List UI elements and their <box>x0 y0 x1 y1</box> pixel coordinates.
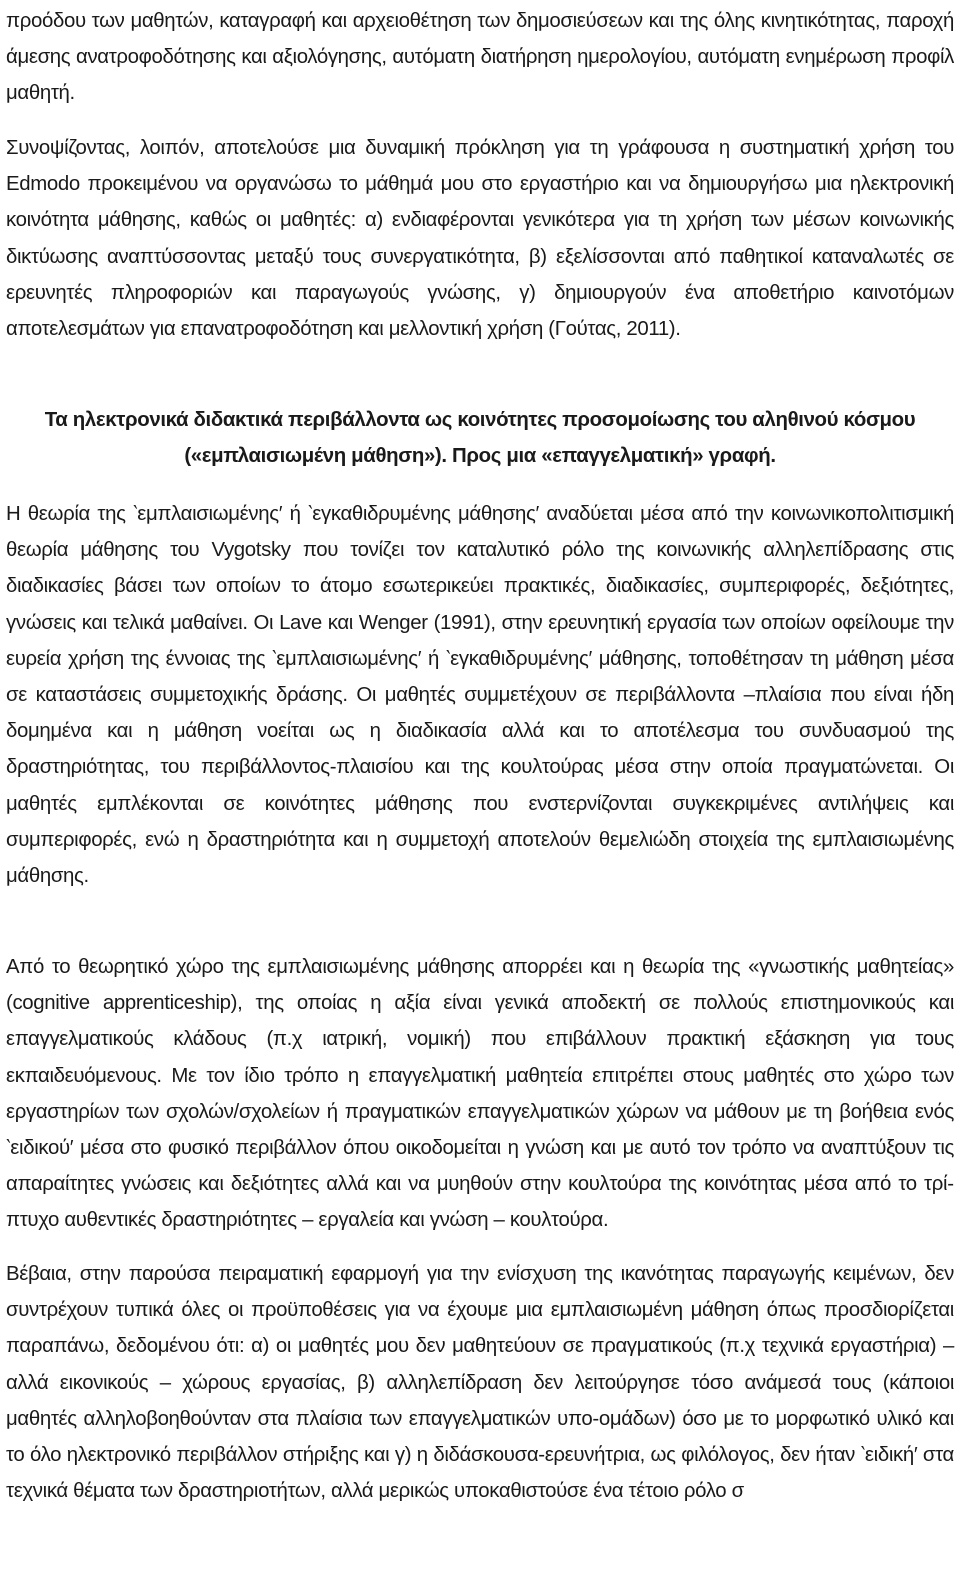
section-heading: Τα ηλεκτρονικά διδακτικά περιβάλλοντα ως κοινότητες προσομοίωσης του αληθινού κόσμου («εμπλαισιωμένη μάθηση»). Προς μια «επαγγελματική» γραφή. <box>44 409 916 467</box>
paragraph-cognitive-apprenticeship: Από το θεωρητικό χώρο της εμπλαισιωμένης μάθησης απορρέει και η θεωρία της «γνωστικής μαθητείας» (cognitive apprenticeship), της οποίας η αξία είναι γενικά αποδεκτή σε πολλούς επιστημονικούς και επαγγελματικούς κλάδους (π.χ ιατρική, νομική) που επιβάλλουν πρακτική εξάσκηση για τους εκπαιδευόμενους. Με τον ίδιο τρόπο η επαγγελματική μαθητεία επιτρέπει στους μαθητές στο χώρο των εργαστηρίων των σχολών/σχολείων ή πραγματικών επαγγελματικών χώρων να μάθουν με τη βοήθεια ενός ‵ειδικού′ μέσα στο φυσικό περιβάλλον όπου οικοδομείται η γνώση και με αυτό τον τρόπο να αναπτύξουν τις απαραίτητες γνώσεις και δεξιότητες αλλά και να μυηθούν στην κουλτούρα της κοινότητας μέσα από το τρίπτυχο αυθεντικές δραστηριότητες – εργαλεία και γνώση – κουλτούρα. <box>6 956 954 1232</box>
paragraph-summary: Συνοψίζοντας, λοιπόν, αποτελούσε μια δυναμική πρόκληση για τη γράφουσα η συστηματική χρήση του Edmodo προκειμένου να οργανώσω το μάθημά μου στο εργαστήριο και να δημιουργήσω μια ηλεκτρονική κοινότητα μάθησης, καθώς οι μαθητές: α) ενδιαφέρονται γενικότερα για τη χρήση των μέσων κοινωνικής δικτύωσης αναπτύσσοντας μεταξύ τους συνεργατικότητα, β) εξελίσσονται από παθητικοί καταναλωτές σε ερευνητές πληροφοριών και παραγωγούς γνώσης, γ) δημιουργούν ένα αποθετήριο καινοτόμων αποτελεσμάτων για επανατροφοδότηση και μελλοντική χρήση (Γούτας, 2011). <box>6 137 954 341</box>
paragraph-intro-continuation: προόδου των μαθητών, καταγραφή και αρχειοθέτηση των δημοσιεύσεων και της όλης κινητικότητας, παροχή άμεσης ανατροφοδότησης και αξιολόγησης, αυτόματη διατήρηση ημερολογίου, αυτόματη ενημέρωση προφίλ μαθητή. <box>6 10 954 105</box>
paragraph-situated-learning: Η θεωρία της ‵εμπλαισιωμένης′ ή ‵εγκαθιδρυμένης μάθησης′ αναδύεται μέσα από την κοινωνικοπολιτισμική θεωρία μάθησης του Vygotsky που τονίζει τον καταλυτικό ρόλο της κοινωνικής αλληλεπίδρασης στις διαδικασίες βάσει των οποίων το άτομο εσωτερικεύει πρακτικές, διαδικασίες, συμπεριφορές, δεξιότητες, γνώσεις και τελικά μαθαίνει. Οι Lave και Wenger (1991), στην ερευνητική εργασία των οποίων οφείλουμε την ευρεία χρήση της έννοιας της ‵εμπλαισιωμένης′ ή ‵εγκαθιδρυμένης′ μάθησης, τοποθέτησαν τη μάθηση μέσα σε καταστάσεις συμμετοχικής δράσης. Οι μαθητές συμμετέχουν σε περιβάλλοντα –πλαίσια που είναι ήδη δομημένα και η μάθηση νοείται ως η διαδικασία αλλά και το αποτέλεσμα του συνδυασμού της δραστηριότητας, του περιβάλλοντος-πλαισίου και της κουλτούρας μέσα στην οποία πραγματώνεται. Οι μαθητές εμπλέκονται σε κοινότητες μάθησης που ενστερνίζονται συγκεκριμένες αντιλήψεις και συμπεριφορές, ενώ η δραστηριότητα και η συμμετοχή αποτελούν θεμελιώδη στοιχεία της εμπλαισιωμένης μάθησης. <box>6 503 954 888</box>
paragraph-current-application: Βέβαια, στην παρούσα πειραματική εφαρμογή για την ενίσχυση της ικανότητας παραγωγής κειμένων, δεν συντρέχουν τυπικά όλες οι προϋποθέσεις για να έχουμε μια εμπλαισιωμένη μάθηση όπως προσδιορίζεται παραπάνω, δεδομένου ότι: α) οι μαθητές μου δεν μαθητεύουν σε πραγματικούς (π.χ τεχνικά εργαστήρια) – αλλά εικονικούς – χώρους εργασίας, β) αλληλεπίδραση δεν λειτούργησε τόσο ανάμεσά τους (κάποιοι μαθητές αλληλοβοηθούνταν στα πλαίσια των επαγγελματικών υπο-ομάδων) όσο με το μορφωτικό υλικό και το όλο ηλεκτρονικό περιβάλλον στήριξης και γ) η διδάσκουσα-ερευνήτρια, ως φιλόλογος, δεν ήταν ‵ειδική′ στα τεχνικά θέματα των δραστηριοτήτων, αλλά μερικώς υποκαθιστούσε ένα τέτοιο ρόλο σ <box>6 1263 954 1503</box>
